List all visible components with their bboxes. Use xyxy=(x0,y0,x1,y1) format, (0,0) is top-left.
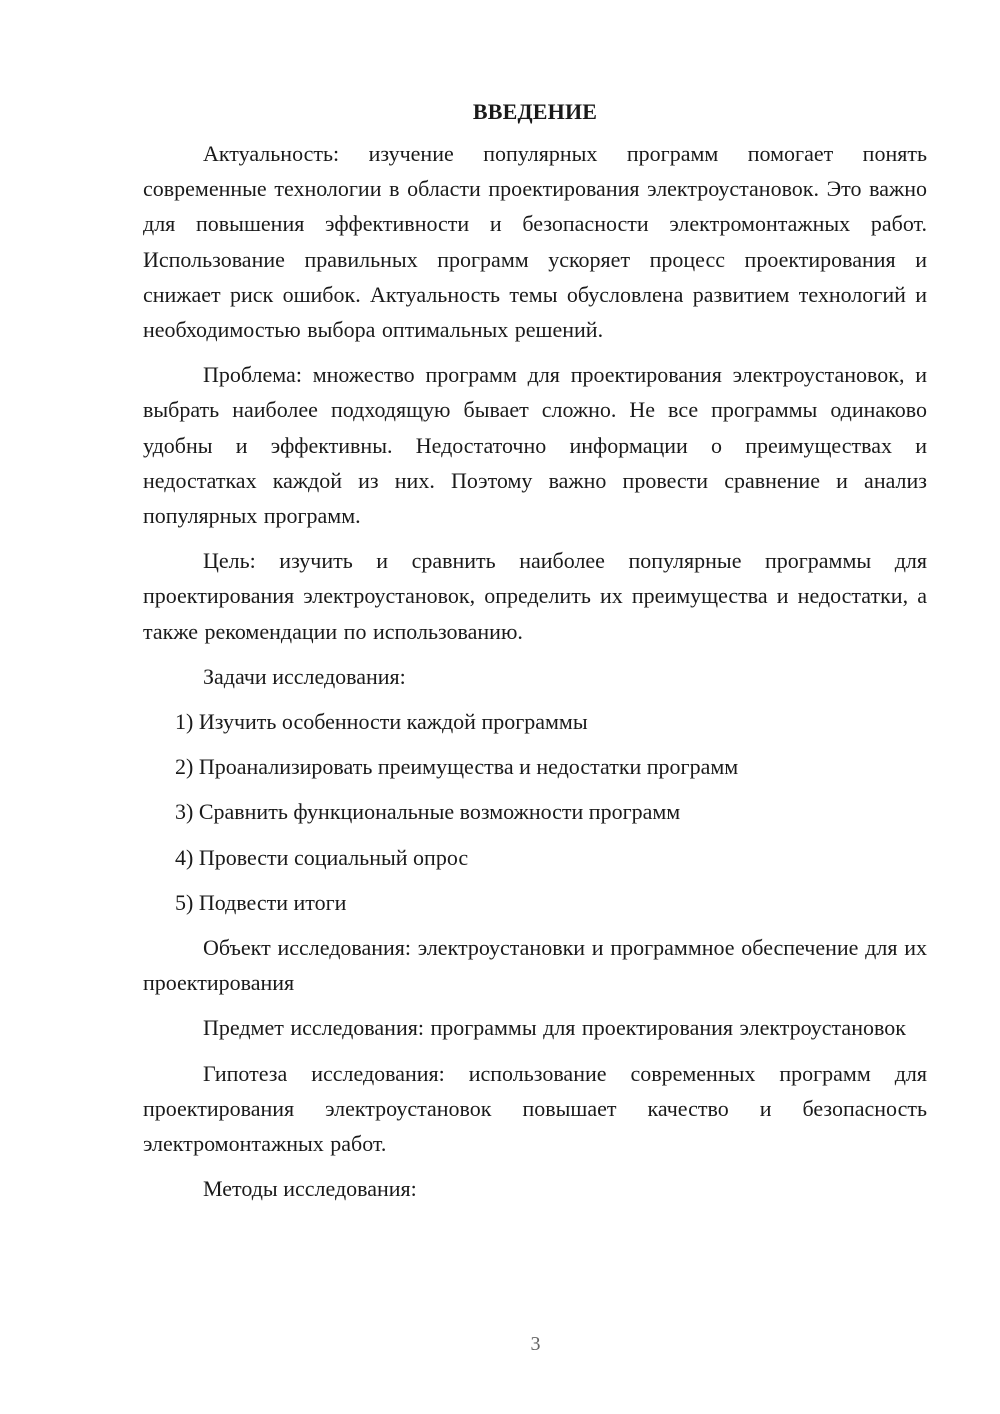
paragraph-object: Объект исследования: электроустановки и программное обеспечение для их проектирования xyxy=(143,935,927,996)
list-item: 1) Изучить особенности каждой программы xyxy=(175,709,588,735)
paragraph-subject: Предмет исследования: программы для проектирования электроустановок xyxy=(203,1015,906,1041)
paragraph-problem: Проблема: множество программ для проектирования электроустановок, и выбрать наиболее подходящую бывает сложно. Не все программы одинаково удобны и эффективны. Недостаточно информации о преимуществах и недостатках каждой из них. Поэтому важно провести сравнение и анализ популярных программ. xyxy=(143,362,927,529)
list-item: 3) Сравнить функциональные возможности программ xyxy=(175,799,681,825)
list-item: 2) Проанализировать преимущества и недостатки программ xyxy=(175,754,739,780)
page-title: ВВЕДЕНИЕ xyxy=(472,99,598,124)
tasks-list xyxy=(143,704,927,920)
paragraph-goal: Цель: изучить и сравнить наиболее популярные программы для проектирования электроустановок, определить их преимущества и недостатки, а также рекомендации по использованию. xyxy=(143,548,927,644)
paragraph-relevance: Актуальность: изучение популярных программ помогает понять современные технологии в области проектирования электроустановок. Это важно для повышения эффективности и безопасности электромонтажных работ. Использование правильных программ ускоряет процесс проектирования и снижает риск ошибок. Актуальность темы обусловлена развитием технологий и необходимостью выбора оптимальных решений. xyxy=(143,141,927,343)
paragraph-hypothesis: Гипотеза исследования: использование современных программ для проектирования электроустановок повышает качество и безопасность электромонтажных работ. xyxy=(143,1060,927,1157)
page-number: 3 xyxy=(530,1333,541,1355)
list-item: 5) Подвести итоги xyxy=(175,889,347,915)
tasks-heading: Задачи исследования: xyxy=(203,663,406,689)
page-content xyxy=(143,96,927,1216)
methods-heading: Методы исследования: xyxy=(203,1176,417,1202)
list-item: 4) Провести социальный опрос xyxy=(175,844,469,870)
